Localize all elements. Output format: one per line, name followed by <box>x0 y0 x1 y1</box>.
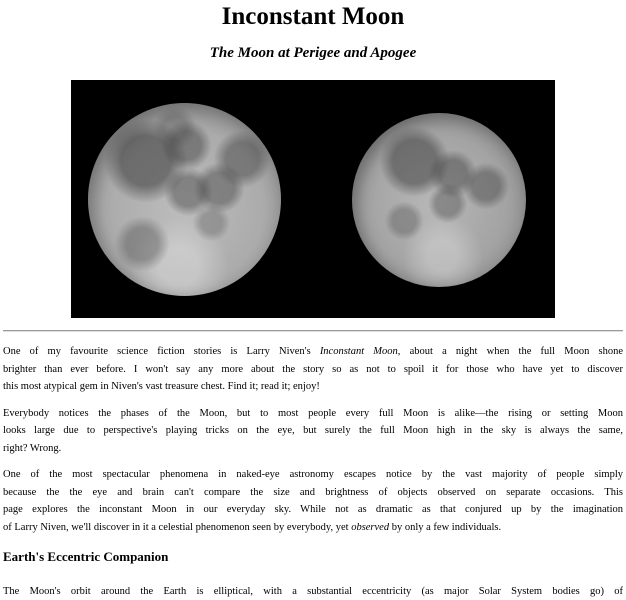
paragraph-line: page explores the inconstant Moon in our everyday sky. While not as dramatic as that conjured up by the imagination <box>3 504 623 515</box>
paragraph-line: because the the eye and brain can't compare the size and brightness of objects observed on separate occasions. This <box>3 486 623 498</box>
paragraph-line: Everybody notices the phases of the Moon, but to most people every full Moon is alike—the rising or setting Moon <box>3 407 623 419</box>
content-divider <box>3 330 623 332</box>
paragraph-line: right? Wrong. <box>3 442 62 454</box>
section-heading-eccentric-companion: Earth's Eccentric Companion <box>3 549 169 564</box>
paragraph-line: One of my favourite science fiction stories is Larry Niven's Inconstant Moon, about a night when the full Moon shone <box>3 346 623 357</box>
paragraph-line: brighter than ever before. I won't say any more about the story so as not to spoil it for those who have yet to discover <box>3 363 623 375</box>
paragraph-line: this most atypical gem in Niven's vast treasure chest. Find it; read it; enjoy! <box>3 381 320 392</box>
moon-figure <box>71 80 555 318</box>
page-title: Inconstant Moon <box>221 3 405 30</box>
paragraph-moon-orbit <box>3 583 623 600</box>
paragraph-line: The Moon's orbit around the Earth is elliptical, with a substantial eccentricity (as major Solar System bodies go) of <box>3 586 623 597</box>
italic-text: Inconstant Moon <box>319 346 398 357</box>
italic-text: observed <box>351 521 390 533</box>
paragraph-line: looks large due to perspective's playing tricks on the eye, but surely the full Moon high in the sky is always the same, <box>3 425 623 436</box>
paragraph-line: of Larry Niven, we'll discover in it a celestial phenomenon seen by everybody, yet observed by only a few individuals. <box>3 521 502 533</box>
apogee-moon-image <box>352 113 526 287</box>
paragraph-intro-niven <box>3 343 623 396</box>
paragraph-spectacular-phenomena <box>3 466 623 536</box>
article-page <box>0 3 626 600</box>
perigee-moon-image <box>88 103 281 296</box>
paragraph-phases <box>3 405 623 458</box>
page-subtitle: The Moon at Perigee and Apogee <box>209 45 417 61</box>
paragraph-line: One of the most spectacular phenomena in naked-eye astronomy escapes notice by the vast majority of people simply <box>3 469 623 480</box>
